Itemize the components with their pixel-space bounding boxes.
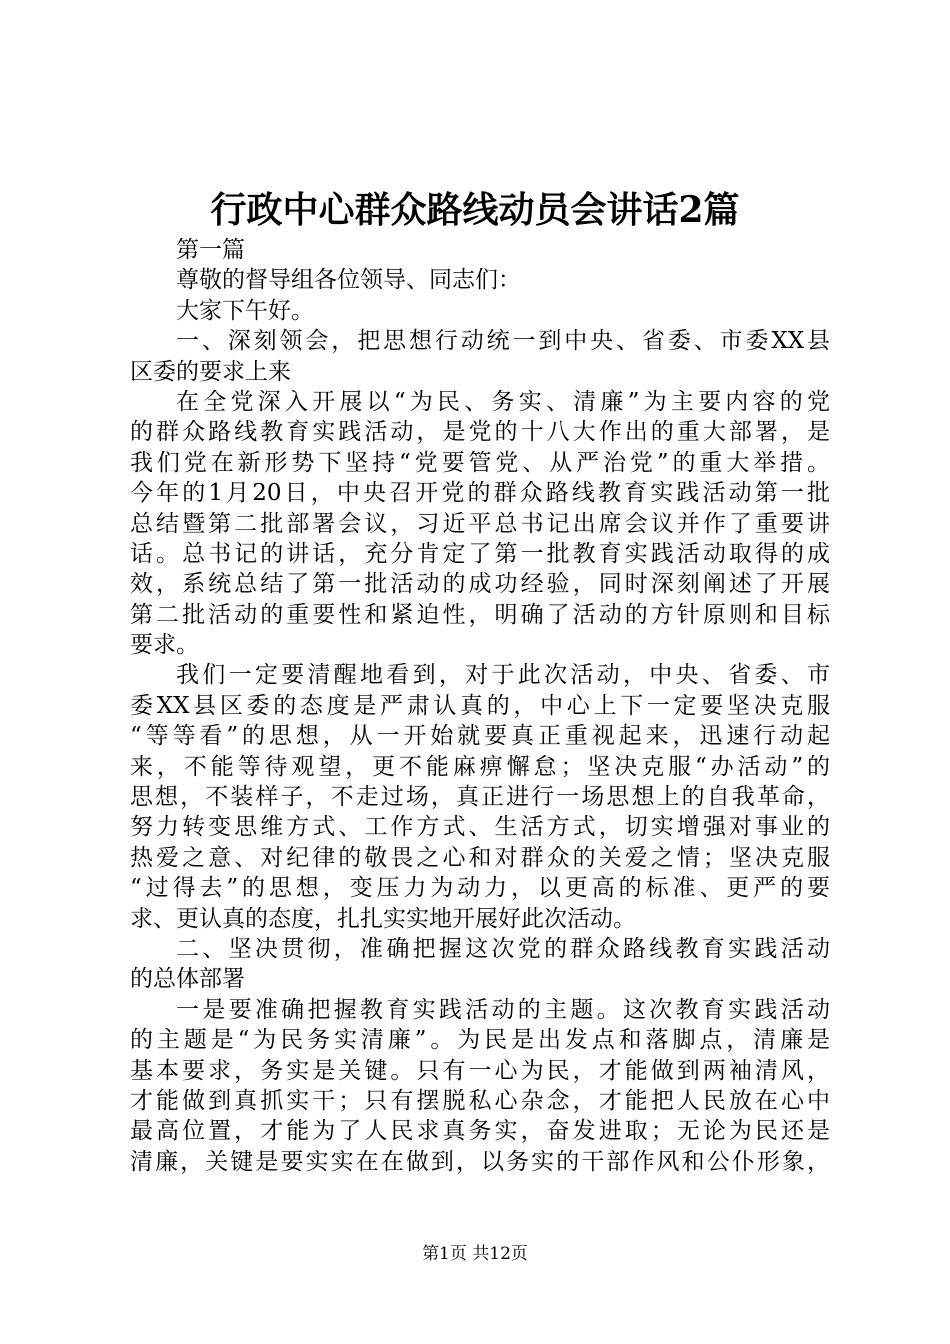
text-line: “等等看”的思想，从一开始就要真正重视起来，迅速行动起	[130, 723, 830, 750]
text-line: 第一篇	[176, 237, 245, 263]
text-line: 热爱之意、对纪律的敬畏之心和对群众的关爱之情；坚决克服	[130, 844, 830, 871]
text-line: 努力转变思维方式、工作方式、生活方式，切实增强对事业的	[130, 814, 830, 841]
text-line: 今年的1月20日，中央召开党的群众路线教育实践活动第一批	[130, 480, 830, 507]
text-line: 基本要求，务实是关键。只有一心为民，才能做到两袖清风，	[130, 1057, 830, 1084]
text-line: 二、坚决贯彻，准确把握这次党的群众路线教育实践活动	[176, 935, 830, 962]
text-line: “过得去”的思想，变压力为动力，以更高的标准、更严的要	[130, 875, 830, 902]
text-line: 的群众路线教育实践活动，是党的十八大作出的重大部署，是	[130, 419, 830, 446]
text-line: 的总体部署	[130, 966, 245, 993]
text-line: 我们党在新形势下坚持“党要管党、从严治党”的重大举措。	[130, 449, 830, 476]
text-line: 一是要准确把握教育实践活动的主题。这次教育实践活动	[176, 996, 830, 1023]
text-line: 清廉，关键是要实实在在做到，以务实的干部作风和公仆形象，	[130, 1148, 830, 1175]
document-body	[130, 235, 830, 1177]
document-title: 行政中心群众路线动员会讲话2篇	[210, 189, 740, 231]
text-line: 尊敬的督导组各位领导、同志们：	[176, 267, 521, 294]
text-line: 的主题是“为民务实清廉”。为民是出发点和落脚点，清廉是	[130, 1027, 830, 1054]
text-line: 求、更认真的态度，扎扎实实地开展好此次活动。	[130, 905, 636, 932]
text-line: 来，不能等待观望，更不能麻痹懈怠；坚决克服“办活动”的	[130, 753, 830, 780]
text-line: 我们一定要清醒地看到，对于此次活动，中央、省委、市	[176, 662, 830, 689]
text-line: 思想，不装样子，不走过场，真正进行一场思想上的自我革命，	[130, 784, 830, 811]
text-line: 总结暨第二批部署会议，习近平总书记出席会议并作了重要讲	[130, 510, 830, 537]
text-line: 第二批活动的重要性和紧迫性，明确了活动的方针原则和目标	[130, 601, 830, 628]
text-line: 大家下午好。	[176, 297, 314, 324]
page-footer: 第1页 共12页	[422, 1244, 528, 1264]
text-line: 一、深刻领会，把思想行动统一到中央、省委、市委XX县	[176, 328, 830, 355]
text-line: 委XX县区委的态度是严肃认真的，中心上下一定要坚决克服	[130, 692, 830, 719]
text-line: 才能做到真抓实干；只有摆脱私心杂念，才能把人民放在心中	[130, 1087, 830, 1114]
text-line: 效，系统总结了第一批活动的成功经验，同时深刻阐述了开展	[130, 571, 830, 598]
text-line: 在全党深入开展以“为民、务实、清廉”为主要内容的党	[176, 388, 830, 415]
text-line: 话。总书记的讲话，充分肯定了第一批教育实践活动取得的成	[130, 540, 830, 567]
text-line: 最高位置，才能为了人民求真务实，奋发进取；无论为民还是	[130, 1118, 830, 1145]
text-line: 要求。	[130, 632, 199, 659]
text-line: 区委的要求上来	[130, 358, 291, 385]
